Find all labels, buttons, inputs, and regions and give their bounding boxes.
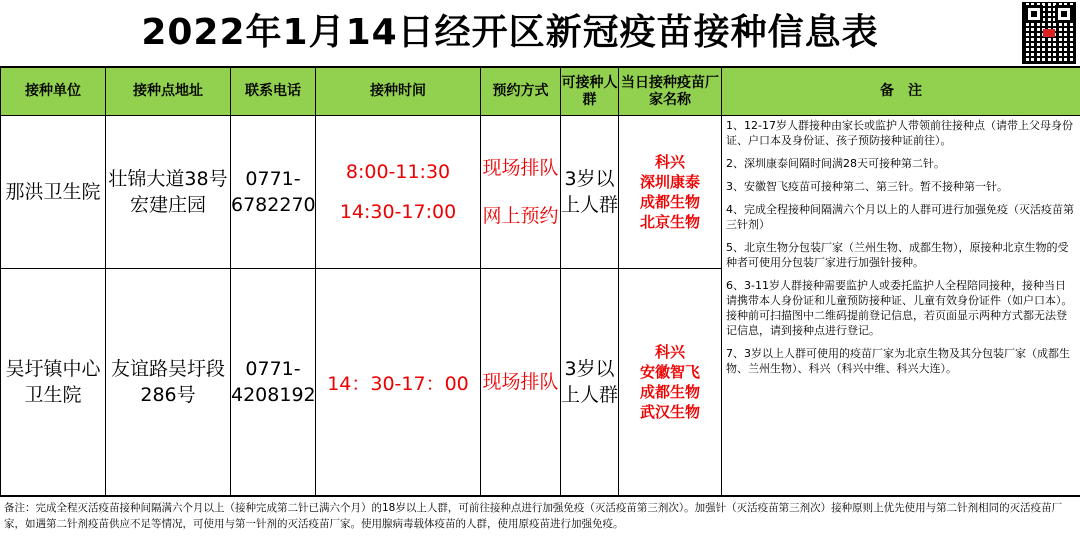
time-afternoon: 14:30-17:00: [339, 201, 457, 223]
header-people: 可接种人群: [561, 68, 619, 116]
header-phone: 联系电话: [231, 68, 316, 116]
people-cell: 3岁以上人群: [561, 116, 619, 269]
header-unit: 接种单位: [1, 68, 106, 116]
unit-cell: 吴圩镇中心卫生院: [1, 269, 106, 496]
vendor-item: 武汉生物: [639, 403, 700, 421]
header-address: 接种点地址: [106, 68, 231, 116]
booking-onsite: 现场排队: [482, 157, 559, 179]
qr-code-icon[interactable]: [1022, 2, 1076, 64]
note-item: 2、深圳康泰间隔时间满28天可接种第二针。: [726, 157, 945, 170]
title-row: [0, 0, 1080, 67]
vendor-item: 深圳康泰: [639, 173, 700, 191]
note-item: 6、3-11岁人群接种需要监护人或委托监护人全程陪同接种，接种当日请携带本人身份证和儿童预防接种证、儿童有效身份证件（如户口本）。接种前可扫描图中二维码提前登记信息，若页面显示两种方式都无法登记信息，请到接种点进行登记。: [726, 279, 1073, 337]
time-morning: 8:00-11:30: [345, 161, 451, 183]
note-item: 5、北京生物分包装厂家（兰州生物、成都生物），原接种北京生物的受种者可使用分包装厂家进行加强针接种。: [726, 241, 1069, 269]
booking-onsite: 现场排队: [482, 371, 559, 393]
booking-online: 网上预约: [482, 205, 559, 227]
note-item: 7、3岁以上人群可使用的疫苗厂家为北京生物及其分包装厂家（成都生物、兰州生物）、科兴（科兴中维、科兴大连）。: [726, 347, 1070, 375]
vendor-item: 科兴: [654, 153, 685, 171]
footer-note: 备注：完成全程灭活疫苗接种间隔满六个月以上（接种完成第二针已满六个月）的18岁以上人群，可前往接种点进行加强免疫（灭活疫苗第三剂次）。加强针（灭活疫苗第三剂次）接种原则上优先使用与第二针剂相同的灭活疫苗厂家，如遇第二针剂疫苗供应不足等情况，可使用与第一针剂的灭活疫苗厂家。使用腺病毒载体疫苗的人群，使用原疫苗进行加强免疫。: [0, 496, 1080, 543]
vendor-item: 北京生物: [639, 213, 700, 231]
note-item: 4、完成全程接种间隔满六个月以上的人群可进行加强免疫（灭活疫苗第三针剂）: [726, 203, 1074, 231]
address-cell: 壮锦大道38号宏建庄园: [106, 116, 231, 269]
address-cell: 友谊路吴圩段286号: [106, 269, 231, 496]
header-time: 接种时间: [316, 68, 481, 116]
phone-cell: 0771-6782270: [231, 116, 316, 269]
booking-cell: [481, 269, 561, 496]
vendor-cell: [619, 116, 722, 269]
time-cell: [316, 116, 481, 269]
notes-cell: [722, 116, 1080, 496]
time-afternoon: 14：30-17：00: [327, 372, 469, 395]
vaccination-table: [0, 67, 1080, 496]
vendor-item: 科兴: [654, 343, 685, 361]
vendor-item: 成都生物: [639, 193, 700, 211]
header-booking: 预约方式: [481, 68, 561, 116]
header-notes: 备 注: [722, 68, 1080, 116]
note-item: 1、12-17岁人群接种由家长或监护人带领前往接种点（请带上父母身份证、户口本及身份证、孩子预防接种证前往）。: [726, 119, 1073, 147]
header-row: [1, 68, 1080, 116]
vendor-item: 安徽智飞: [639, 363, 700, 381]
page-title: 2022年1月14日经开区新冠疫苗接种信息表: [141, 12, 879, 53]
booking-cell: [481, 116, 561, 269]
header-vendor: 当日接种疫苗厂家名称: [619, 68, 722, 116]
unit-cell: 那洪卫生院: [1, 116, 106, 269]
vendor-item: 成都生物: [639, 383, 700, 401]
note-item: 3、安徽智飞疫苗可接种第二、第三针。暂不接种第一针。: [726, 180, 1008, 193]
people-cell: 3岁以上人群: [561, 269, 619, 496]
table-row: [1, 116, 1080, 269]
phone-cell: 0771-4208192: [231, 269, 316, 496]
time-cell: [316, 269, 481, 496]
vendor-cell: [619, 269, 722, 496]
